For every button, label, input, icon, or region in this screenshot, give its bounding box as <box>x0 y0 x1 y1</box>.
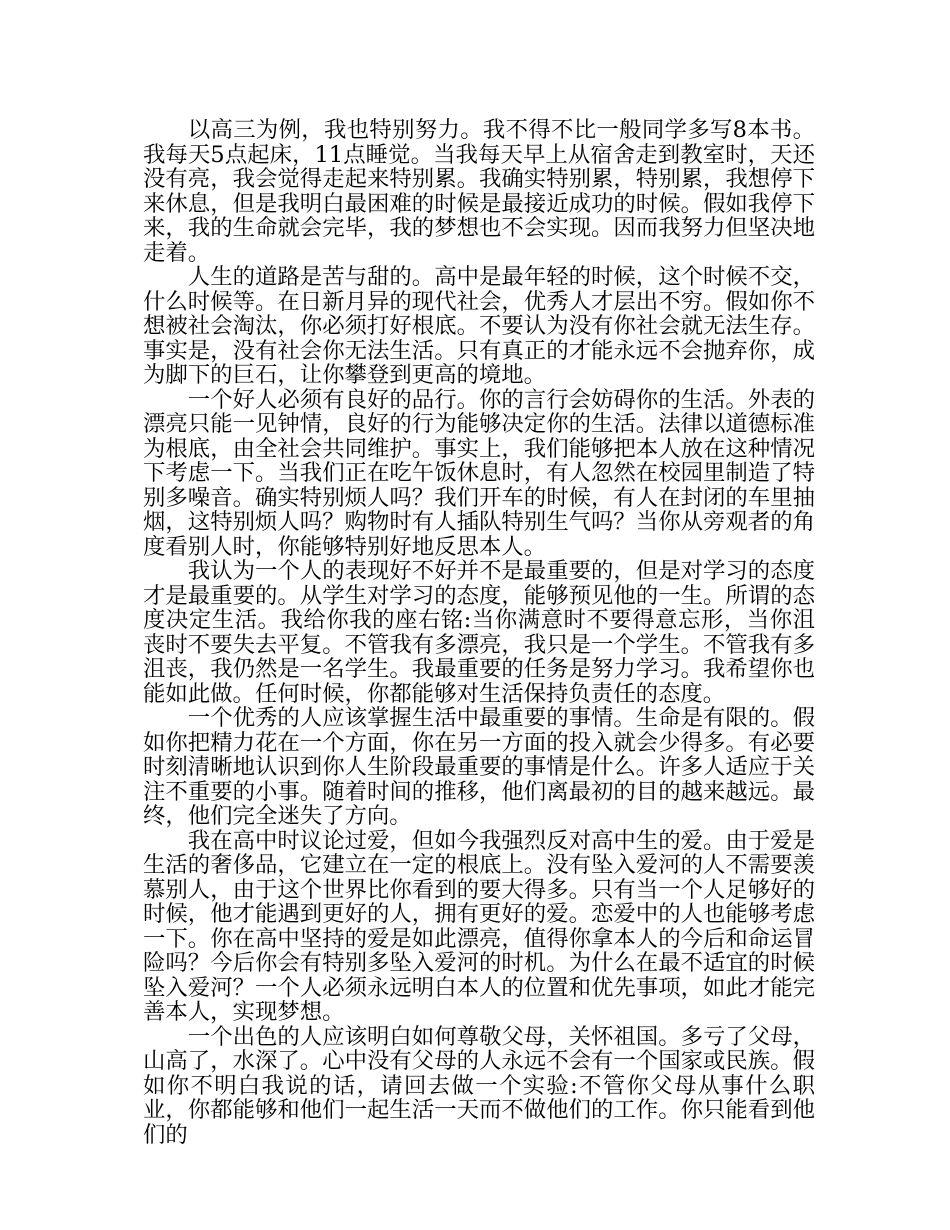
paragraph: 一个出色的人应该明白如何尊敬父母，关怀祖国。多亏了父母，山高了，水深了。心中没有父母的人永远不会有一个国家或民族。假如你不明白我说的话，请回去做一个实验:不管你父母从事什么职业，你都能够和他们一起生活一天而不做他们的工作。你只能看到他们的 <box>143 1023 815 1148</box>
paragraph: 以高三为例，我也特别努力。我不得不比一般同学多写8本书。我每天5点起床，11点睡觉。当我每天早上从宿舍走到教室时，天还没有亮，我会觉得走起来特别累。我确实特别累，特别累，我想停下来休息，但是我明白最困难的时候是最接近成功的时候。假如我停下来，我的生命就会完毕，我的梦想也不会实现。因而我努力但坚决地走着。 <box>143 117 815 266</box>
paragraph: 我认为一个人的表现好不好并不是最重要的，但是对学习的态度才是最重要的。从学生对学习的态度，能够预见他的一生。所谓的态度决定生活。我给你我的座右铭:当你满意时不要得意忘形，当你沮丧时不要失去平复。不管我有多漂亮，我只是一个学生。不管我有多沮丧，我仍然是一名学生。我最重要的任务是努力学习。我希望你也能如此做。任何时候，你都能够对生活保持负责任的态度。 <box>143 558 815 707</box>
paragraph: 一个优秀的人应该掌握生活中最重要的事情。生命是有限的。假如你把精力花在一个方面，你在另一方面的投入就会少得多。有必要时刻清晰地认识到你人生阶段最重要的事情是什么。许多人适应于关注不重要的小事。随着时间的推移，他们离最初的目的越来越远。最终，他们完全迷失了方向。 <box>143 705 815 829</box>
paragraph: 人生的道路是苦与甜的。高中是最年轻的时候，这个时候不交，什么时候等。在日新月异的现代社会，优秀人才层出不穷。假如你不想被社会淘汰，你必须打好根底。不要认为没有你社会就无法生存。事实是，没有社会你无法生活。只有真正的才能永远不会抛弃你，成为脚下的巨石，让你攀登到更高的境地。 <box>143 264 815 388</box>
paragraph: 我在高中时议论过爱，但如今我强烈反对高中生的爱。由于爱是生活的奢侈品，它建立在一定的根底上。没有坠入爱河的人不需要羡慕别人，由于这个世界比你看到的要大得多。只有当一个人足够好的时候，他才能遇到更好的人，拥有更好的爱。恋爱中的人也能够考虑一下。你在高中坚持的爱是如此漂亮，值得你拿本人的今后和命运冒险吗？今后你会有特别多坠入爱河的时机。为什么在最不适宜的时候坠入爱河？一个人必须永远明白本人的位置和优先事项，如此才能完善本人，实现梦想。 <box>143 827 815 1025</box>
document-body <box>143 118 815 1147</box>
paragraph: 一个好人必须有良好的品行。你的言行会妨碍你的生活。外表的漂亮只能一见钟情，良好的行为能够决定你的生活。法律以道德标准为根底，由全社会共同维护。事实上，我们能够把本人放在这种情况下考虑一下。当我们正在吃午饭休息时，有人忽然在校园里制造了特别多噪音。确实特别烦人吗？我们开车的时候，有人在封闭的车里抽烟，这特别烦人吗？购物时有人插队特别生气吗？当你从旁观者的角度看别人时，你能够特别好地反思本人。 <box>143 386 815 560</box>
